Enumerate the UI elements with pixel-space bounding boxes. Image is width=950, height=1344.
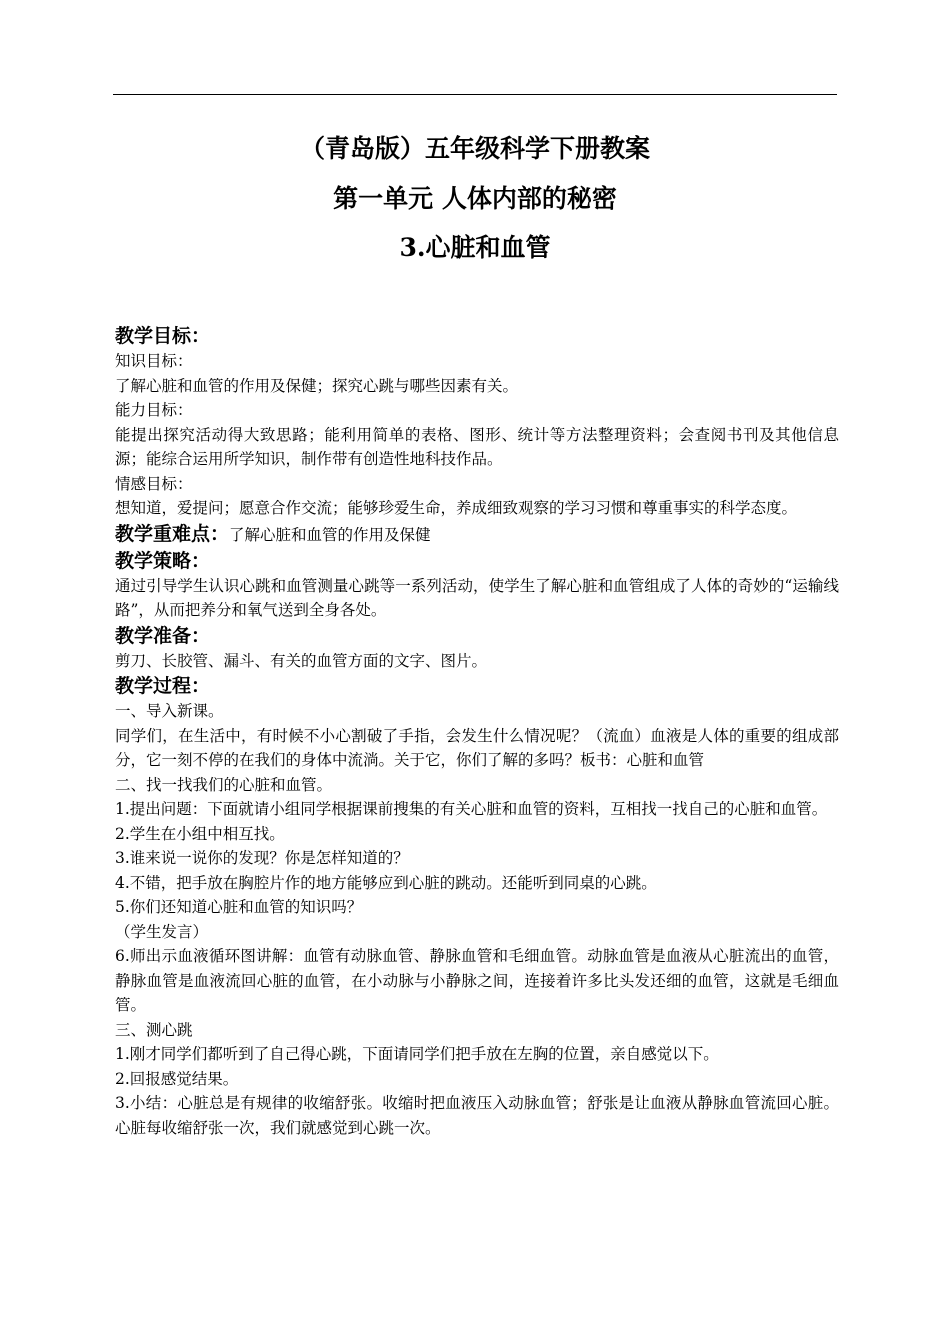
key-points-text: 了解心脏和血管的作用及保健 bbox=[229, 525, 431, 544]
process-line: 2.回报感觉结果。 bbox=[115, 1069, 239, 1088]
preparation-text: 剪刀、长胶管、漏斗、有关的血管方面的文字、图片。 bbox=[115, 651, 488, 670]
emotion-label: 情感目标： bbox=[115, 474, 193, 493]
emotion-text: 想知道，爱提问；愿意合作交流；能够珍爱生命，养成细致观察的学习习惯和尊重事实的科学态度。 bbox=[115, 499, 798, 517]
objectives-heading: 教学目标： bbox=[115, 325, 211, 347]
key-points-heading: 教学重难点： bbox=[115, 522, 230, 545]
process-line: （学生发言） bbox=[115, 922, 209, 941]
unit-title: 第一单元 人体内部的秘密 bbox=[333, 184, 617, 213]
process-line: 同学们，在生活中，有时候不小心割破了手指，会发生什么情况呢？（流血）血液是人体的重要的组成部分，它一刻不停的在我们的身体中流淌。关于它，你们了解的多吗？板书：心脏和血管 bbox=[115, 726, 839, 769]
knowledge-label: 知识目标： bbox=[115, 352, 193, 370]
process-line: 1.提出问题：下面就请小组同学根据课前搜集的有关心脏和血管的资料，互相找一找自己的心脏和血管。 bbox=[115, 800, 828, 818]
ability-label: 能力目标： bbox=[115, 401, 193, 419]
process-line: 4.不错，把手放在胸腔片作的地方能够应到心脏的跳动。还能听到同桌的心跳。 bbox=[115, 873, 657, 892]
preparation-heading: 教学准备： bbox=[115, 624, 211, 647]
process-line: 三、测心跳 bbox=[115, 1020, 193, 1039]
strategy-heading: 教学策略： bbox=[115, 549, 211, 572]
process-line: 二、找一找我们的心脏和血管。 bbox=[115, 775, 333, 794]
header-rule bbox=[113, 94, 837, 95]
process-line: 5.你们还知道心脏和血管的知识吗？ bbox=[115, 898, 363, 916]
lesson-title: 3.心脏和血管 bbox=[399, 233, 551, 262]
process-line: 6.师出示血液循环图讲解：血管有动脉血管、静脉血管和毛细血管。动脉血管是血液从心脏流出的血管，静脉血管是血液流回心脏的血管，在小动脉与小静脉之间，连接着许多比头发还细的血管，这就是毛细血管。 bbox=[115, 947, 839, 1014]
doc-title: （青岛版）五年级科学下册教案 bbox=[299, 134, 650, 163]
process-line: 2.学生在小组中相互找。 bbox=[115, 824, 285, 843]
process-line: 一、导入新课。 bbox=[115, 702, 224, 720]
process-line: 3.小结：心脏总是有规律的收缩舒张。收缩时把血液压入动脉血管；舒张是让血液从静脉血管流回心脏。心脏每收缩舒张一次，我们就感觉到心跳一次。 bbox=[115, 1094, 839, 1137]
ability-text: 能提出探究活动得大致思路；能利用简单的表格、图形、统计等方法整理资料；会查阅书刊及其他信息源；能综合运用所学知识，制作带有创造性地科技作品。 bbox=[115, 425, 839, 468]
process-heading: 教学过程： bbox=[115, 675, 211, 697]
knowledge-text: 了解心脏和血管的作用及保健；探究心跳与哪些因素有关。 bbox=[115, 376, 519, 395]
document-body bbox=[115, 323, 839, 1140]
process-line: 1.刚才同学们都听到了自己得心跳，下面请同学们把手放在左胸的位置，亲自感觉以下。 bbox=[115, 1045, 719, 1063]
process-line: 3.谁来说一说你的发现？你是怎样知道的？ bbox=[115, 849, 409, 867]
key-points-row bbox=[115, 521, 839, 548]
strategy-text: 通过引导学生认识心跳和血管测量心跳等一系列活动，使学生了解心脏和血管组成了人体的奇妙的“运输线路”，从而把养分和氧气送到全身各处。 bbox=[115, 576, 839, 619]
